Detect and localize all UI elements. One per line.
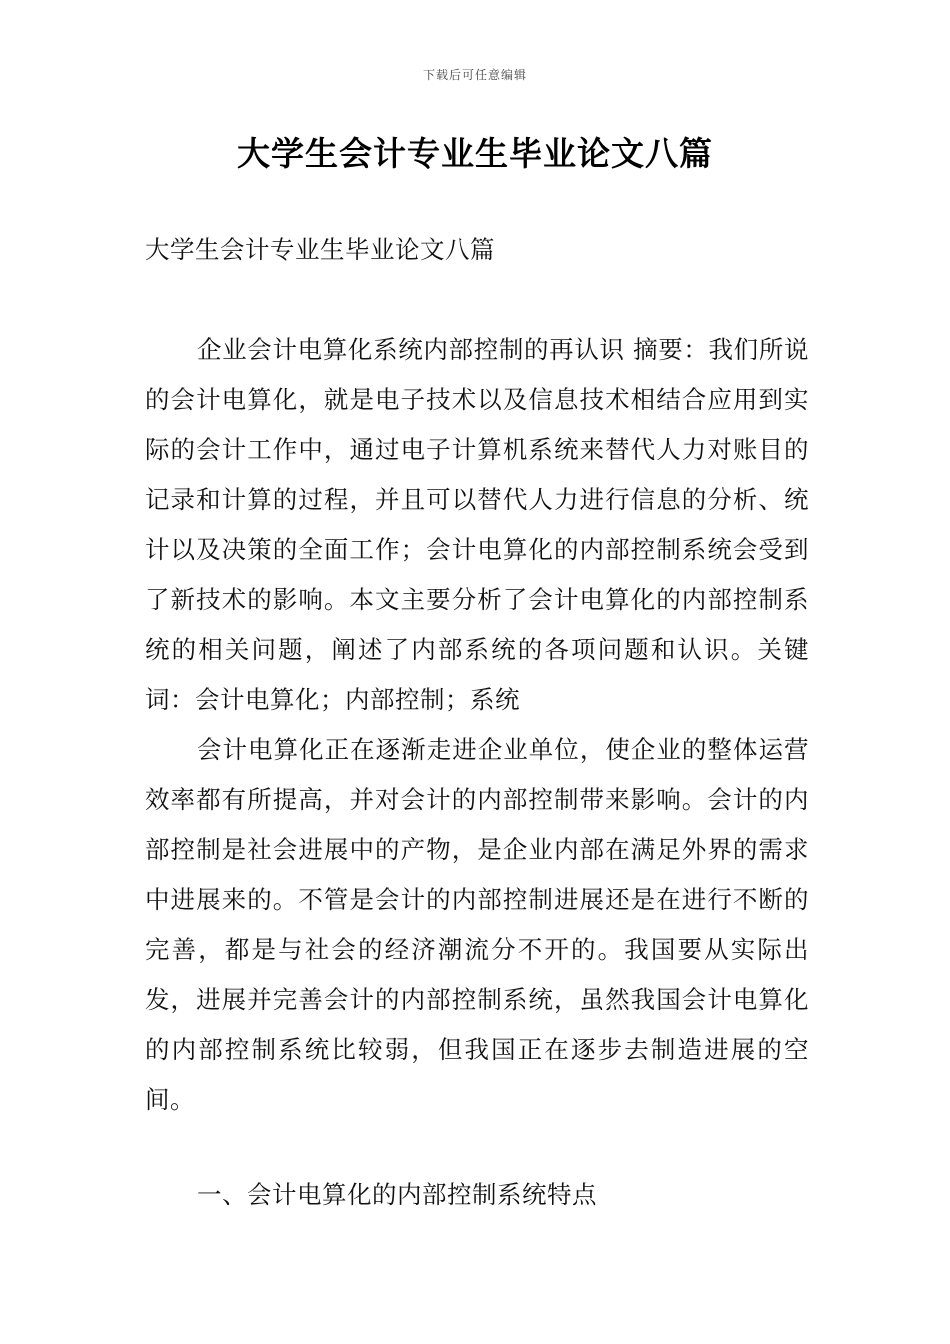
- header-note: 下载后可任意编辑: [422, 68, 527, 82]
- section-heading: 一、会计电算化的内部控制系统特点: [197, 1180, 597, 1209]
- document-subtitle: 大学生会计专业生毕业论文八篇: [145, 235, 495, 264]
- paragraph-abstract: 企业会计电算化系统内部控制的再认识 摘要：我们所说的会计电算化，就是电子技术以及信息技术相结合应用到实际的会计工作中，通过电子计算机系统来替代人力对账目的记录和计算的过程，并且可以替代人力进行信息的分析、统计以及决策的全面工作；会计电算化的内部控制系统会受到了新技术的影响。本文主要分析了会计电算化的内部控制系统的相关问题，阐述了内部系统的各项问题和认识。关键词：会计电算化；内部控制；系统: [145, 335, 809, 714]
- paragraph-intro: 会计电算化正在逐渐走进企业单位，使企业的整体运营效率都有所提高，并对会计的内部控制带来影响。会计的内部控制是社会进展中的产物，是企业内部在满足外界的需求中进展来的。不管是会计的内部控制进展还是在进行不断的完善，都是与社会的经济潮流分不开的。我国要从实际出发，进展并完善会计的内部控制系统，虽然我国会计电算化的内部控制系统比较弱，但我国正在逐步去制造进展的空间。: [145, 735, 809, 1114]
- document-title: 大学生会计专业生毕业论文八篇: [237, 134, 713, 173]
